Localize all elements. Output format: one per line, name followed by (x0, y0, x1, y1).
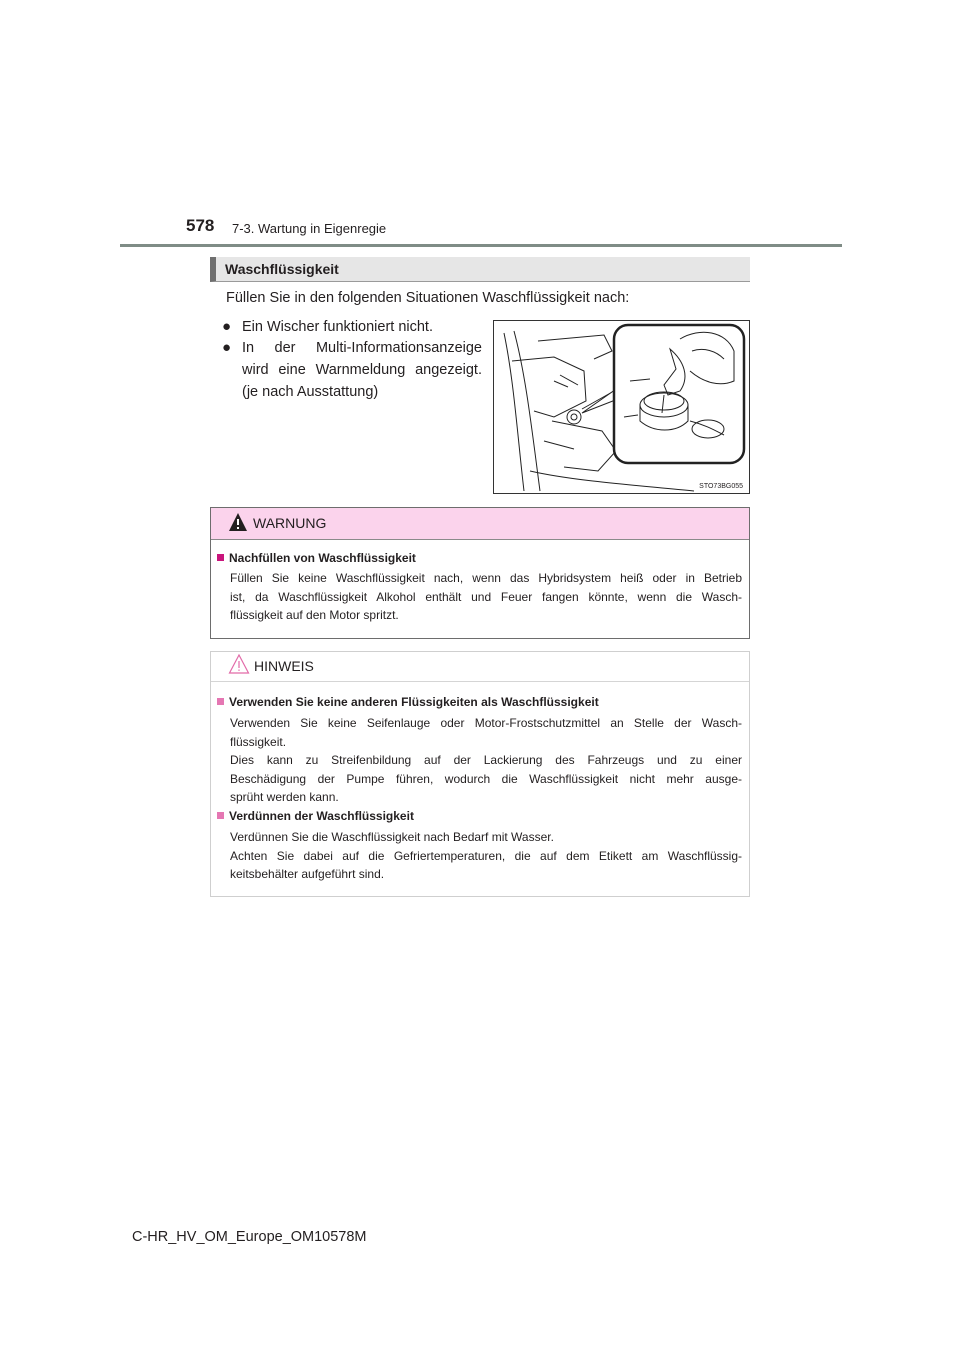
text-line: flüssigkeit. (230, 734, 287, 749)
bullet-text-line: In der Multi-Informationsanzeige (242, 340, 482, 356)
section-title: Waschflüssigkeit (225, 261, 339, 277)
page-number: 578 (186, 216, 215, 235)
notice-item-heading (217, 809, 414, 823)
notice-box (210, 651, 750, 897)
warning-item-title: Nachfüllen von Waschflüssigkeit (229, 551, 416, 565)
warning-item-body (230, 569, 742, 625)
text-line: Verdünnen Sie die Waschflüssigkeit nach Bedarf mit Wasser. (230, 830, 554, 844)
warning-triangle-icon (228, 512, 248, 532)
text-line: ist, da Waschflüssigkeit Alkohol enthält und Feuer fangen könnte, wenn die Wasch- (230, 589, 742, 604)
notice-title: HINWEIS (254, 658, 314, 674)
washer-fluid-illustration (493, 320, 750, 494)
section-heading (210, 257, 750, 282)
bullet-text: Ein Wischer funktioniert nicht. (242, 319, 433, 335)
bullet-text-line: wird eine Warnmeldung angezeigt. (242, 362, 482, 378)
text-line: Füllen Sie keine Waschflüssigkeit nach, wenn das Hybridsystem heiß oder in Betrieb (230, 571, 742, 585)
list-item (222, 316, 482, 338)
square-bullet-icon (217, 554, 224, 561)
bullet-text-line: (je nach Ausstattung) (242, 384, 379, 400)
text-line: Verwenden Sie keine Seifenlauge oder Motor-Frostschutzmittel an Stelle der Wasch- (230, 716, 742, 730)
section-label: 7-3. Wartung in Eigenregie (232, 221, 387, 236)
warning-title: WARNUNG (253, 515, 327, 531)
bullet-icon: ● (222, 339, 232, 356)
document-id: C-HR_HV_OM_Europe_OM10578M (132, 1229, 367, 1245)
header-divider (120, 244, 842, 247)
notice-item-body (230, 714, 742, 807)
text-line: Dies kann zu Streifenbildung auf der Lackierung des Fahrzeugs und zu einer (230, 753, 742, 767)
notice-item-title: Verdünnen der Waschflüssigkeit (229, 809, 414, 823)
caution-triangle-icon (228, 653, 250, 675)
text-line: Achten Sie dabei auf die Gefriertemperaturen, die auf dem Etikett am Waschflüssig- (230, 848, 742, 863)
text-line: Beschädigung der Pumpe führen, wodurch die Waschflüssigkeit nicht mehr ausge- (230, 771, 742, 786)
text-line: sprüht werden kann. (230, 790, 339, 804)
text-line: keitsbehälter aufgeführt sind. (230, 867, 385, 881)
figure-code: STO73BG055 (699, 483, 743, 490)
text-line: flüssigkeit auf den Motor spritzt. (230, 608, 399, 622)
list-item (222, 337, 482, 403)
warning-box (210, 507, 750, 639)
square-bullet-icon (217, 698, 224, 705)
intro-text: Füllen Sie in den folgenden Situationen Waschflüssigkeit nach: (226, 290, 630, 306)
notice-item-heading (217, 695, 599, 709)
notice-item-body (230, 828, 742, 884)
notice-header (211, 652, 749, 682)
square-bullet-icon (217, 812, 224, 819)
engine-bay-drawing (494, 321, 749, 493)
warning-header (211, 508, 749, 540)
bullet-icon: ● (222, 318, 232, 335)
warning-item-heading (217, 551, 416, 565)
notice-item-title: Verwenden Sie keine anderen Flüssigkeiten als Waschflüssigkeit (229, 695, 599, 709)
